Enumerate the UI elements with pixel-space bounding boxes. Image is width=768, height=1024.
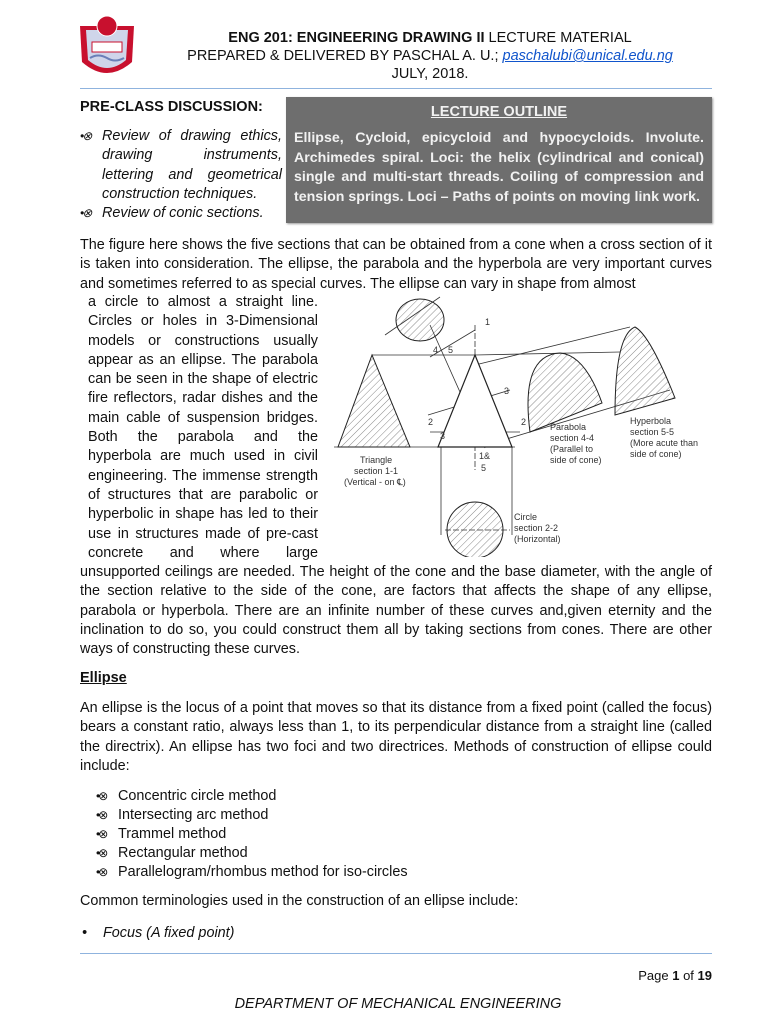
footer-divider [80,953,712,954]
svg-text:(More acute than: (More acute than [630,438,699,448]
bullet-icon: •⊗ [96,808,107,822]
svg-text:4: 4 [433,345,439,355]
list-item: •⊗ Intersecting arc method [96,807,269,823]
ellipse-heading: Ellipse [80,670,127,686]
bullet-icon: •⊗ [96,865,107,879]
svg-text:section 2-2: section 2-2 [514,523,559,533]
lecture-outline-box [286,97,712,223]
svg-text:2: 2 [521,417,527,427]
bullet-icon: •⊗ [96,827,107,841]
svg-text:Hyperbola: Hyperbola [630,416,672,426]
bullet-icon: •⊗ [80,206,91,221]
svg-text:3: 3 [440,431,446,441]
intro-column-text: a circle to almost a straight line. Circles or holes in 3-Dimensional models or constructions usually appear as an ellipse. The parabola can be seen in the shape of electric fire reflectors, radar dishes and the main cable of suspension bridges. Both the parabola and the hyperbola are much used in civil engineering. The immense strength of structures that are parabolic or hyperbolic in shape has led to their use in structures made of pre-cast concrete and where large [88,294,318,561]
lecture-outline-title: LECTURE OUTLINE [430,104,568,120]
ellipse-paragraph: An ellipse is the locus of a point that moves so that its distance from a fixed point (called the focus) bears a constant ratio, always less than 1, to its perpendicular distance from a straight line (called the directrix). An ellipse has two foci and two directrices. Methods of construction of ellipse could include: [80,700,712,774]
header-author: PREPARED & DELIVERED BY PASCHAL A. U.; paschalubi@unical.edu.ng [187,48,673,64]
methods-list [96,787,408,882]
footer-department: DEPARTMENT OF MECHANICAL ENGINEERING [234,996,562,1012]
terms-intro: Common terminologies used in the construction of an ellipse include: [80,893,519,909]
header-title: ENG 201: ENGINEERING DRAWING II LECTURE MATERIAL [228,30,632,46]
svg-text:1&: 1& [479,451,491,461]
svg-text:side of cone): side of cone) [550,455,602,465]
svg-text:5: 5 [448,345,454,355]
svg-text:(Horizontal): (Horizontal) [514,534,561,544]
svg-text:section 1-1: section 1-1 [354,466,399,476]
conic-sections-figure [330,295,720,557]
header-date: JULY, 2018. [391,66,469,82]
svg-text:5: 5 [481,463,487,473]
pre-class-list [80,127,282,223]
bullet-icon: •⊗ [96,846,107,860]
svg-text:side of cone): side of cone) [630,449,682,459]
list-item: •⊗ Rectangular method [96,845,248,861]
intro-paragraph: The figure here shows the five sections that can be obtained from a cone when a cross section of it is taken into consideration. The ellipse, the parabola and the hyperbola are very important curves and sometimes referred to as special curves. The ellipse can vary in shape from almost [80,237,712,292]
list-item: • Focus (A fixed point) [82,925,235,941]
bullet-icon: •⊗ [96,789,107,803]
intro-continuation: unsupported ceilings are needed. The height of the cone and the base diameter, with the angle of the section relative to the side of the cone, are factors that affects the shape of any ellipse, parabola or hyperbola. There are an infinite number of these curves and,given eternity and the inclination to do so, you could construct them all by taking sections from cones. There are other ways of constructing these curves. [80,564,712,658]
list-item: •⊗ Parallelogram/rhombus method for iso-circles [96,864,408,880]
list-item: •⊗ Review of conic sections. [80,205,264,222]
svg-text:2: 2 [428,417,434,427]
email-link[interactable]: paschalubi@unical.edu.ng [502,48,673,64]
list-item: •⊗ Concentric circle method [96,788,277,804]
bullet-icon: •⊗ [80,129,91,143]
svg-text:1: 1 [485,317,491,327]
pre-class-title: PRE-CLASS DISCUSSION: [80,99,263,115]
list-item: •⊗ Trammel method [96,826,227,842]
header-divider [80,88,712,89]
svg-text:3: 3 [504,386,510,396]
list-item: •⊗ Review of drawing ethics, drawing instruments, lettering and geometrical construction techniques. [80,128,282,202]
page-number: Page 1 of 19 [638,968,712,983]
svg-text:(Vertical - on ℄): (Vertical - on ℄) [344,477,406,487]
svg-text:section 4-4: section 4-4 [550,433,595,443]
svg-text:(Parallel to: (Parallel to [550,444,594,454]
svg-text:Triangle: Triangle [360,455,393,465]
bullet-icon: • [82,925,88,941]
lecture-outline-body: Ellipse, Cycloid, epicycloid and hypocycloids. Involute. Archimedes spiral. Loci: the helix (cylindrical and conical) single and multi-start threads. Coiling of compression and tension springs. Loci – Paths of points on moving link work. [294,130,704,205]
svg-text:section 5-5: section 5-5 [630,427,675,437]
svg-text:Parabola: Parabola [550,422,587,432]
svg-text:Circle: Circle [514,512,538,522]
